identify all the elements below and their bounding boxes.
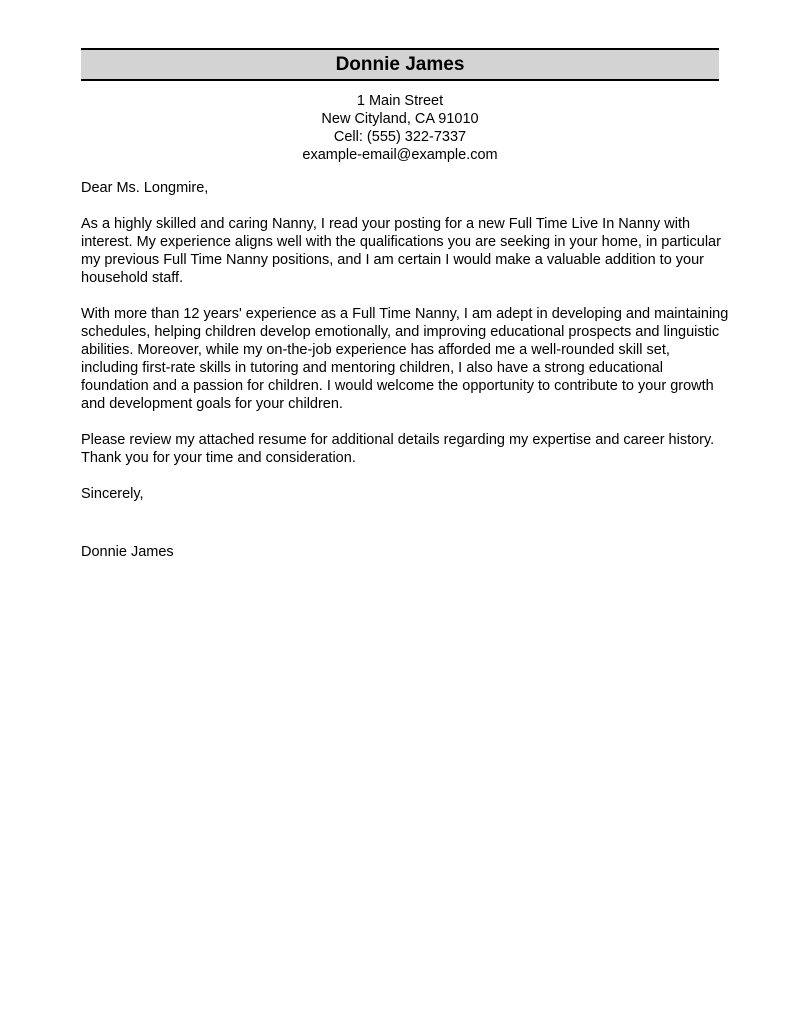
paragraph-closing-request: Please review my attached resume for additional details regarding my expertise and career history. Thank you for your time and consideration. xyxy=(81,432,715,466)
city-state-zip: New Cityland, CA 91010 xyxy=(321,111,479,127)
paragraph-intro: As a highly skilled and caring Nanny, I read your posting for a new Full Time Live In Nanny with interest. My experience aligns well with the qualifications you are seeking in your home, in particular my previous Full Time Nanny positions, and I am certain I would make a valuable addition to your household staff. xyxy=(81,216,721,286)
paragraph-experience: With more than 12 years' experience as a Full Time Nanny, I am adept in developing and maintaining schedules, helping children develop emotionally, and improving educational prospects and linguistic abilities. Moreover, while my on-the-job experience has afforded me a well-rounded skill set, including first-rate skills in tutoring and mentoring children, I also have a strong educational foundation and a passion for children. I would welcome the opportunity to contribute to your growth and development goals for your children. xyxy=(81,306,729,412)
email-address: example-email@example.com xyxy=(302,147,498,163)
contact-block xyxy=(81,92,719,164)
letter-body xyxy=(81,179,731,561)
applicant-name: Donnie James xyxy=(335,54,465,75)
signature-name: Donnie James xyxy=(81,544,174,560)
closing-phrase: Sincerely, xyxy=(81,486,144,502)
phone-number: Cell: (555) 322-7337 xyxy=(333,129,467,145)
name-header-bar xyxy=(81,48,719,81)
salutation: Dear Ms. Longmire, xyxy=(81,180,209,196)
street-address: 1 Main Street xyxy=(356,93,444,109)
